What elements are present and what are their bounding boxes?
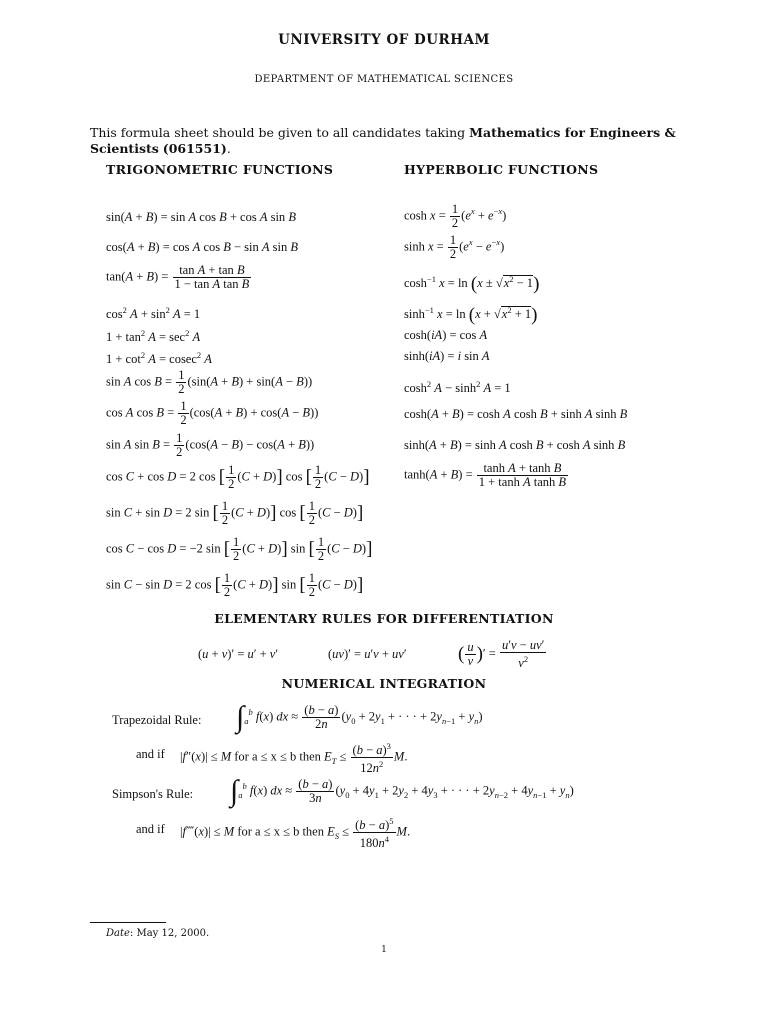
hyp-arccosh: $\cosh^{-1} x = \ln (x \pm √x^2 - 1)$ — [404, 273, 540, 295]
course-name: Mathematics for Engineers & Scientists — [90, 125, 676, 156]
trig-sin-sum-to-product: sin C + sin D = 2 sin [ $\frac{1}{2}$ (C + D)] cos [ $\frac{1}{2}$ (C − D)] — [106, 499, 364, 527]
trig-cos-cos-product: cos A cos B = $\frac{1}{2}$ (cos(A + B) + cos(A − B)) — [106, 399, 319, 427]
simpson-error-bound: |f⁗(x)| ≤ M for a ≤ x ≤ b then $E_S$ ≤ $\frac{(b - a)^5}{180n^4}$ M. — [180, 816, 411, 851]
hyp-sinh-ia: sinh(iA) = i sin A — [404, 349, 490, 363]
intro-paragraph — [90, 125, 680, 157]
trig-tan-sec: $1 + \tan^2 A = \sec^2 A$ — [106, 328, 201, 345]
simpson-label: Simpson's Rule: — [112, 787, 194, 801]
hyp-cosh-sum: cosh(A + B) = cosh A cosh B + sinh A sinh B — [404, 407, 628, 421]
trapezoidal-formula: $\int_a^b$ f(x) dx ≈ $\frac{(b - a)}{2n}$ ($y_0 + 2y_1$ + · · · + $2y_{n-1} + y_n$) — [236, 700, 483, 734]
trig-sin-sum: sin(A + B) = sin A cos B + cos A sin B — [106, 210, 296, 224]
trig-pythag: $\cos^2 A + \sin^2 A = 1$ — [106, 305, 201, 322]
simpson-error-and-if: and if — [136, 822, 165, 836]
diff-product-rule: (uv)′ = u′v + uv′ — [328, 647, 407, 661]
trig-sin-cos-product: sin A cos B = $\frac{1}{2}$ (sin(A + B) + sin(A − B)) — [106, 368, 313, 396]
intro-end: . — [226, 141, 231, 156]
trig-cos-diff-to-product: cos C − cos D = −2 sin [ $\frac{1}{2}$ (C + D)] sin [ $\frac{1}{2}$ (C − D)] — [106, 535, 373, 563]
hyp-arcsinh: $\sinh^{-1} x = \ln (x + √x^2 + 1)$ — [404, 304, 538, 326]
diff-quotient-rule: ( $\frac{u}{v}$ )′ = $\frac{u'v - uv'}{v^2}$ — [458, 638, 545, 671]
section-differentiation: ELEMENTARY RULES FOR DIFFERENTIATION — [214, 611, 554, 626]
diff-sum-rule: (u + v)′ = u′ + v′ — [198, 647, 279, 661]
university-title: UNIVERSITY OF DURHAM — [278, 32, 490, 48]
trig-tan-sum: tan(A + B) = $\frac{\text{tan A + tan B}}{\text{1 − tan A tan B}}$ — [106, 263, 250, 291]
section-hyperbolic: HYPERBOLIC FUNCTIONS — [404, 162, 599, 177]
hyp-sinh-def: sinh x = $\frac{1}{2}$ $(e^x - e^{-x})$ — [404, 233, 505, 261]
department-name: DEPARTMENT OF MATHEMATICAL SCIENCES — [254, 74, 514, 85]
trapezoidal-range-text: for a ≤ x ≤ b then — [234, 749, 321, 764]
trig-sin-diff-to-product: sin C − sin D = 2 cos [ $\frac{1}{2}$ (C + D)] sin [ $\frac{1}{2}$ (C − D)] — [106, 571, 364, 599]
trapezoidal-error-and-if: and if — [136, 747, 165, 761]
trapezoidal-error-bound: |f″(x)| ≤ M for a ≤ x ≤ b then $E_T$ ≤ $\frac{(b - a)^3}{12n^2}$ M. — [180, 741, 408, 776]
hyp-sinh-sum: sinh(A + B) = sinh A cosh B + cosh A sinh B — [404, 438, 626, 452]
hyp-identity: $\cosh^2 A - \sinh^2 A = 1$ — [404, 379, 511, 396]
trig-sin-sin-product: sin A sin B = $\frac{1}{2}$ (cos(A − B) − cos(A + B)) — [106, 431, 315, 459]
trapezoidal-label: Trapezoidal Rule: — [112, 713, 202, 727]
footnote — [106, 928, 209, 939]
hyp-tanh-sum: tanh(A + B) = $\frac{\text{tanh A + tanh B}}{\text{1 + tanh A tanh B}}$ — [404, 461, 567, 489]
hyp-cosh-ia: cosh(iA) = cos A — [404, 328, 488, 342]
footnote-text: : May 12, 2000. — [129, 928, 210, 939]
footnote-label: Date — [106, 928, 130, 939]
intro-text: This formula sheet should be given to all candidates taking — [90, 125, 470, 140]
trig-cos-sum: cos(A + B) = cos A cos B − sin A sin B — [106, 240, 299, 254]
page-number: 1 — [381, 945, 387, 955]
course-code: (061551) — [162, 141, 227, 156]
hyp-cosh-def: cosh x = $\frac{1}{2}$ $(e^x + e^{-x})$ — [404, 202, 507, 230]
simpson-range-text: for a ≤ x ≤ b then — [237, 824, 324, 839]
section-trigonometric: TRIGONOMETRIC FUNCTIONS — [106, 162, 334, 177]
simpson-formula: $\int_a^b$ f(x) dx ≈ $\frac{(b - a)}{3n}$ ($y_0 + 4y_1 + 2y_2 + 4y_3$ + · · · + $2y_{n-2} + 4y_{n-1} + y_n$) — [230, 774, 574, 808]
footnote-rule — [90, 922, 166, 923]
trig-cos-sum-to-product: cos C + cos D = 2 cos [ $\frac{1}{2}$ (C + D)] cos [ $\frac{1}{2}$ (C − D)] — [106, 463, 370, 491]
trig-cot-cosec: $1 + \cot^2 A = cosec^2$ A — [106, 350, 212, 367]
section-numerical-integration: NUMERICAL INTEGRATION — [281, 676, 487, 691]
